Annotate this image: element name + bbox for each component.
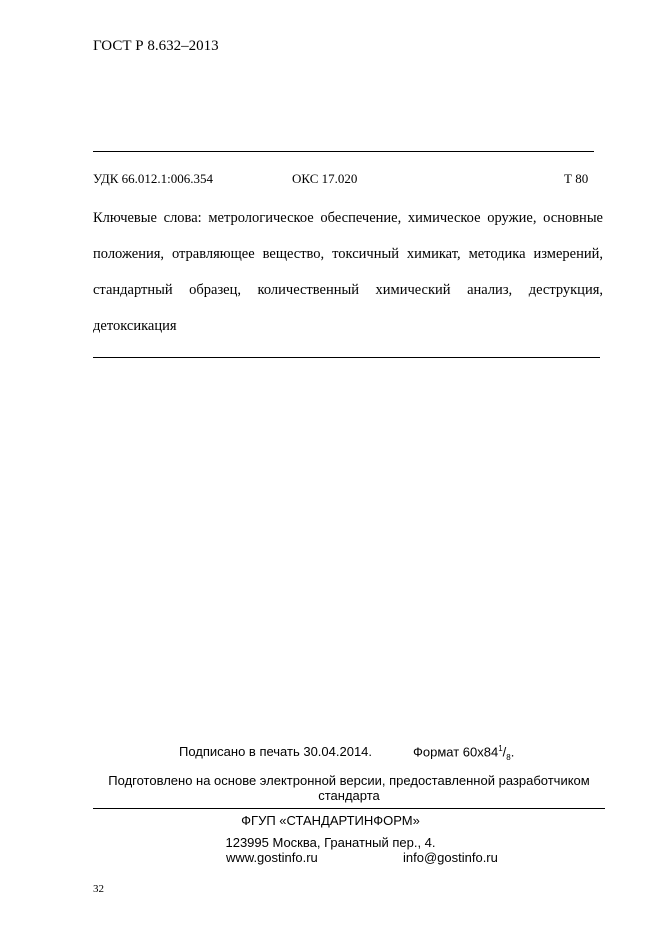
paper-format: Формат $60х84^1/_8$. <box>413 744 515 762</box>
format-numerator: 1 <box>498 744 503 753</box>
t-code: Т 80 <box>564 171 589 186</box>
imprint-divider <box>93 808 605 809</box>
website-link[interactable]: www.gostinfo.ru <box>226 850 318 865</box>
publisher-name: ФГУП «СТАНДАРТИНФОРМ» <box>241 813 420 828</box>
format-label: Формат 60х84 <box>413 744 499 760</box>
oks-code: ОКС 17.020 <box>292 171 358 186</box>
page-number: 32 <box>93 883 104 895</box>
signed-to-print: Подписано в печать 30.04.2014. <box>179 744 373 759</box>
keywords-divider <box>93 357 600 358</box>
format-denominator: 8 <box>506 752 511 762</box>
keywords-paragraph: Ключевые слова: метрологическое обеспечение, химическое оружие, основные положения, отравляющее вещество, токсичный химикат, методика измерений, стандартный образец, количественный химический анализ, деструкция, детоксикация <box>93 210 603 334</box>
udk-code: УДК 66.012.1:006.354 <box>93 171 214 186</box>
publisher-address: 123995 Москва, Гранатный пер., 4. <box>225 835 436 850</box>
email-link[interactable]: info@gostinfo.ru <box>403 850 498 865</box>
format-end: . <box>510 744 515 760</box>
top-divider <box>93 151 594 152</box>
standard-code-header: ГОСТ Р 8.632–2013 <box>93 38 219 54</box>
prepared-note: Подготовлено на основе электронной версии, предоставленной разработчиком стандарта <box>108 773 590 803</box>
